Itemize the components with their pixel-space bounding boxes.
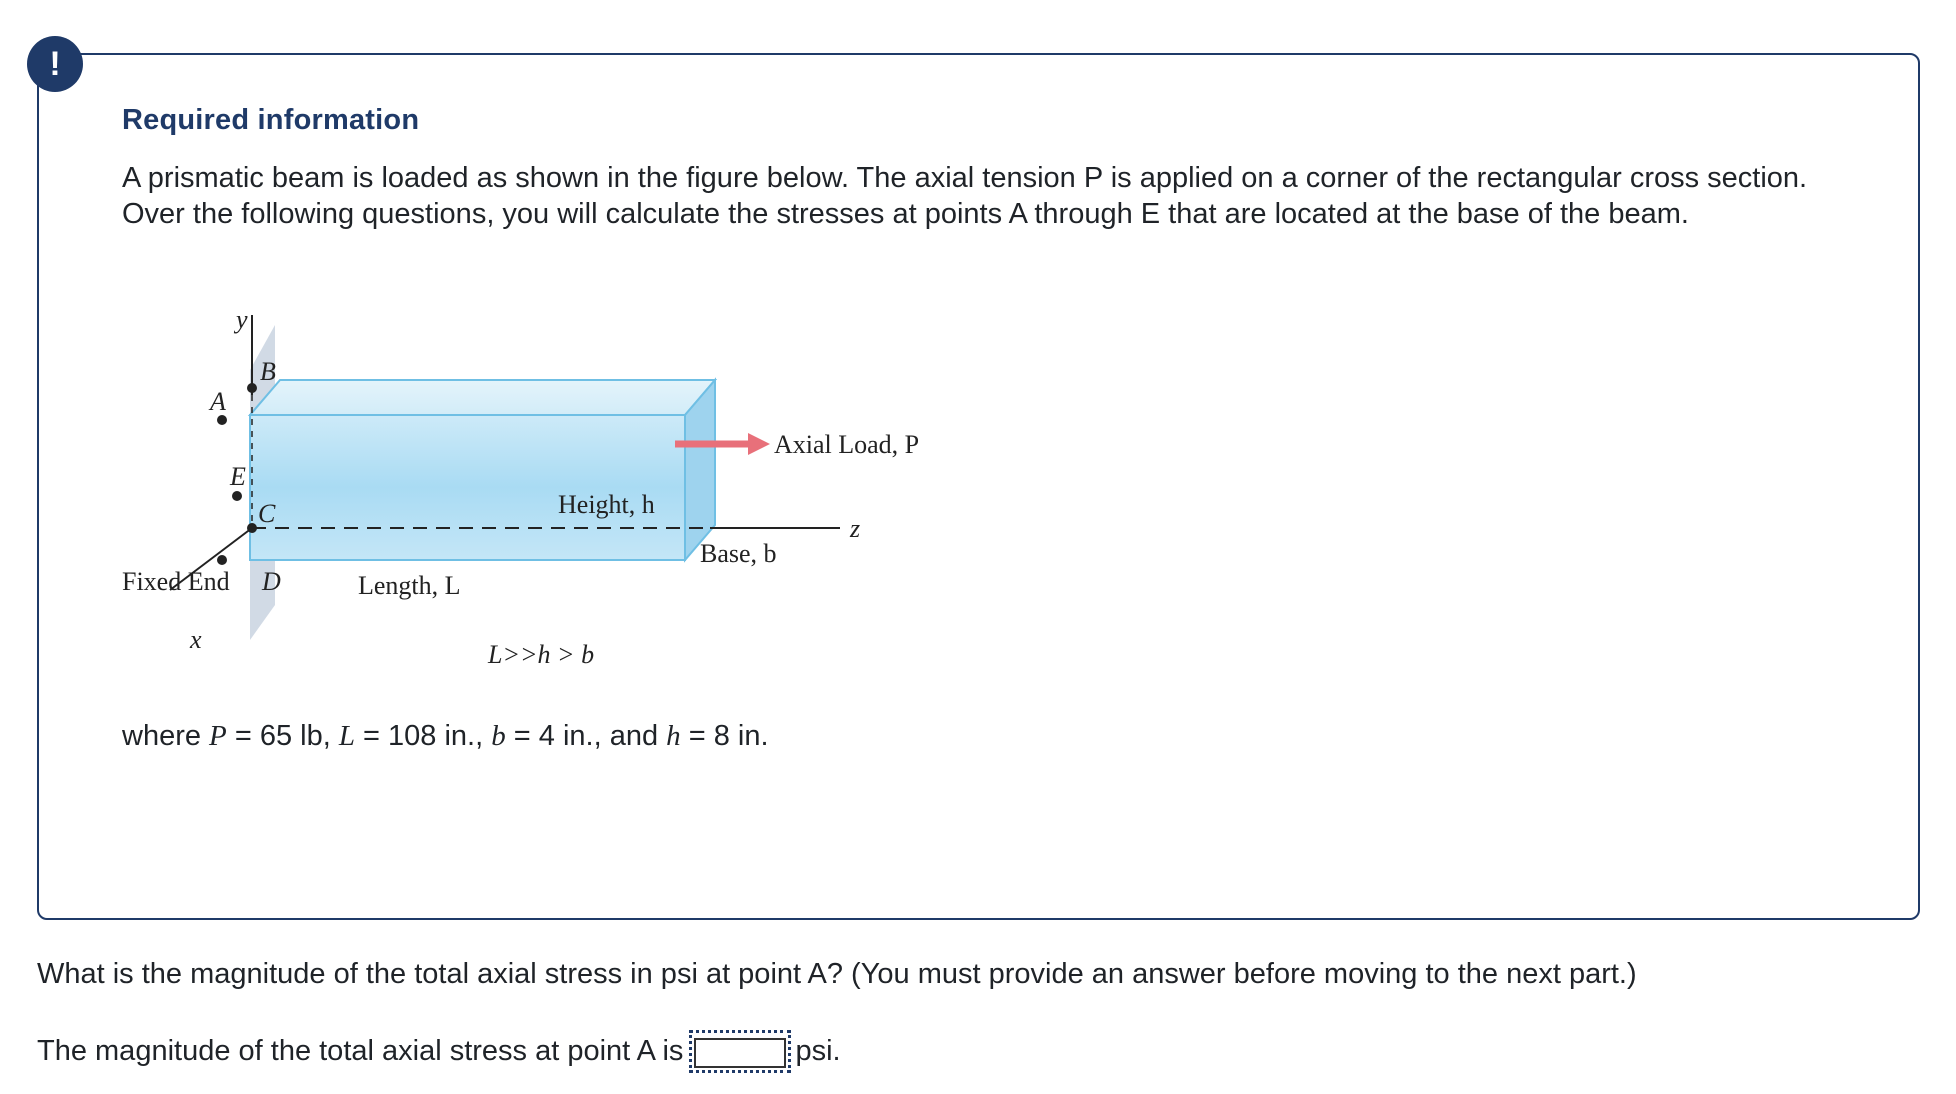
label-axial-load: Axial Load, P xyxy=(774,430,920,459)
point-e-marker xyxy=(232,491,242,501)
label-fixed-end: Fixed End xyxy=(122,567,230,596)
beam-front-face xyxy=(250,415,685,560)
alert-badge xyxy=(27,36,83,92)
answer-prefix: The magnitude of the total axial stress at point A is xyxy=(37,1035,684,1067)
label-e: E xyxy=(230,462,246,491)
answer-unit: psi. xyxy=(795,1035,841,1067)
label-c: C xyxy=(258,499,276,528)
label-z: z xyxy=(850,514,861,543)
label-x: x xyxy=(190,625,202,654)
label-b: B xyxy=(260,357,276,386)
label-relation: L>>h > b xyxy=(488,640,595,669)
question-text: What is the magnitude of the total axial stress in psi at point A? (You must provide an answer before moving to the next part.) xyxy=(37,958,1637,990)
label-y: y xyxy=(236,305,248,334)
beam-top-face xyxy=(250,380,715,415)
beam-figure xyxy=(110,300,960,680)
answer-input[interactable] xyxy=(694,1038,786,1068)
point-b-marker xyxy=(247,383,257,393)
axial-load-arrowhead xyxy=(748,433,770,455)
given-values: where P = 65 lb, L = 108 in., b = 4 in., and h = 8 in. xyxy=(122,720,769,752)
point-c-marker xyxy=(247,523,257,533)
info-description: A prismatic beam is loaded as shown in the figure below. The axial tension P is applied on a corner of the rectangular cross section. Over the following questions, you will calculate the stresses at points A through E that are located at the base of the beam. xyxy=(122,162,1808,230)
label-height: Height, h xyxy=(558,490,655,519)
exclamation-icon: ! xyxy=(49,45,61,83)
label-length: Length, L xyxy=(358,571,461,600)
label-a: A xyxy=(210,387,226,416)
label-d: D xyxy=(262,567,281,596)
answer-focus-ring xyxy=(689,1030,791,1073)
answer-line xyxy=(37,1030,841,1073)
point-a-marker xyxy=(217,415,227,425)
label-base: Base, b xyxy=(700,539,777,568)
point-d-marker xyxy=(217,555,227,565)
info-title: Required information xyxy=(122,104,420,136)
